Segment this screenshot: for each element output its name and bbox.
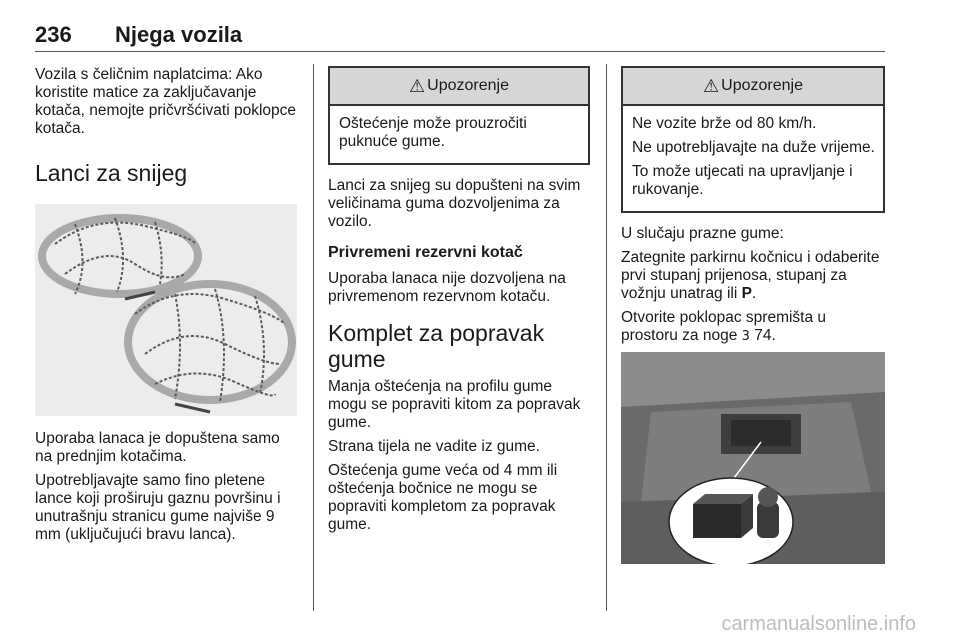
- paragraph: Strana tijela ne vadite iz gume.: [328, 438, 540, 455]
- warning-body: [330, 106, 588, 163]
- column-left: [35, 66, 297, 550]
- warning-header: [330, 68, 588, 106]
- column-right: [621, 66, 885, 578]
- section-heading-repair-kit: Komplet za popravak gume: [328, 320, 545, 372]
- warning-line: Ne upotrebljavajte na duže vrijeme.: [632, 139, 875, 156]
- paragraph: Oštećenja gume veća od 4 mm ili oštećenja bočnice ne mogu se popraviti kompletom za popravak gume.: [328, 462, 558, 533]
- paragraph-text: Zategnite parkirnu kočnicu i odaberite prvi stupanj prijenosa, stupanj za vožnju unatrag ili: [621, 249, 880, 302]
- warning-triangle-icon: ⚠: [703, 76, 720, 96]
- column-divider: [606, 64, 607, 611]
- tyre-repair-kit-illustration: [621, 352, 885, 564]
- paragraph-text: Otvorite poklopac spremišta u prostoru za noge: [621, 309, 827, 344]
- intro-paragraph: Vozila s čeličnim naplatcima: Ako koristite matice za zaključavanje kotača, nemojte pričvršćivati poklopce kotača.: [35, 66, 297, 137]
- warning-header: [623, 68, 883, 106]
- warning-body: [623, 106, 883, 211]
- page-reference-icon: 3: [741, 329, 750, 344]
- gear-p-label: P: [741, 285, 752, 302]
- chapter-title: Njega vozila: [115, 22, 243, 47]
- warning-title: Upozorenje: [427, 77, 509, 94]
- page-reference-link[interactable]: 74.: [754, 327, 776, 344]
- column-middle: [328, 66, 590, 540]
- paragraph: Uporaba lanaca nije dozvoljena na privremenom rezervnom kotaču.: [328, 270, 566, 305]
- paragraph: [621, 309, 885, 346]
- warning-box: [328, 66, 590, 165]
- warning-line: To može utjecati na upravljanje i rukovanje.: [632, 163, 853, 198]
- page-number: 236: [35, 22, 72, 47]
- paragraph: Lanci za snijeg su dopušteni na svim veličinama guma dozvoljenima za vozilo.: [328, 177, 581, 230]
- header-rule: [35, 51, 885, 52]
- section-heading-snow-chains: Lanci za snijeg: [35, 160, 188, 186]
- warning-triangle-icon: ⚠: [409, 76, 426, 96]
- warning-text: Oštećenje može prouzročiti puknuće gume.: [339, 115, 527, 150]
- paragraph: Upotrebljavajte samo fino pletene lance koji proširuju gaznu površinu i unutrašnju stranicu gume najviše 9 mm (uključujući bravu lanca).: [35, 472, 281, 543]
- column-divider: [313, 64, 314, 611]
- paragraph: Manja oštećenja na profilu gume mogu se popraviti kitom za popravak gume.: [328, 378, 581, 431]
- snow-chains-illustration: [35, 204, 297, 416]
- paragraph: Uporaba lanaca je dopuštena samo na prednjim kotačima.: [35, 430, 280, 465]
- paragraph: [621, 249, 885, 303]
- warning-line: Ne vozite brže od 80 km/h.: [632, 115, 817, 132]
- paragraph: U slučaju prazne gume:: [621, 225, 784, 242]
- warning-title: Upozorenje: [721, 77, 803, 94]
- warning-box: [621, 66, 885, 213]
- sub-heading-spare-wheel: Privremeni rezervni kotač: [328, 244, 523, 261]
- page-header: [35, 22, 885, 50]
- watermark: carmanualsonline.info: [721, 613, 916, 635]
- paragraph-end: .: [751, 285, 757, 302]
